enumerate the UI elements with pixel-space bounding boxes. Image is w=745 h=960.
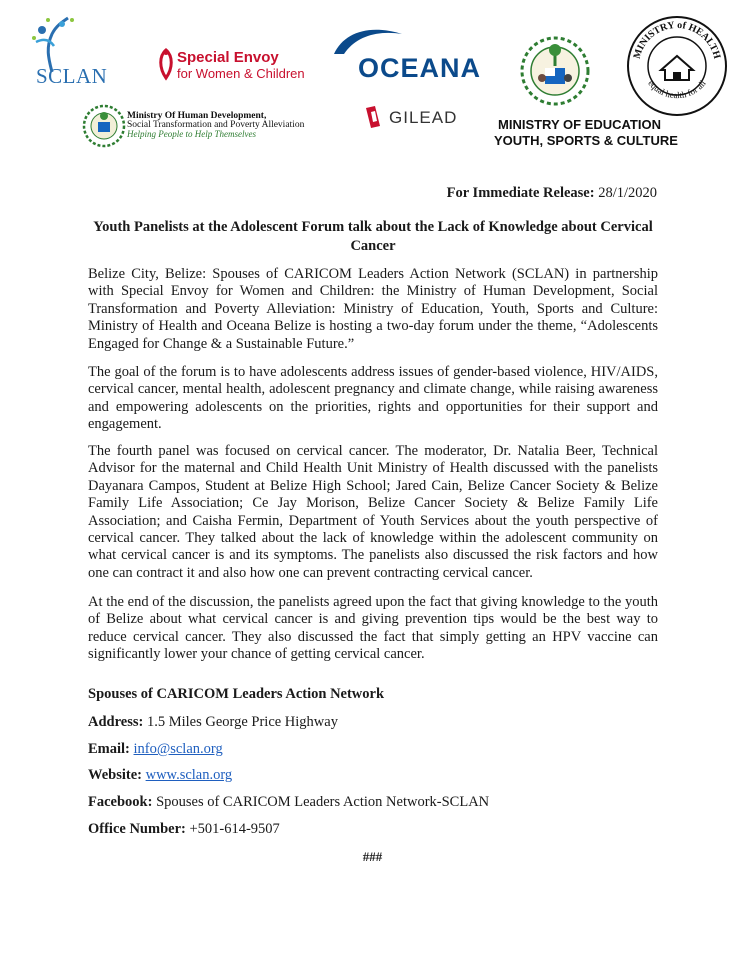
special-envoy-title: Special Envoy — [177, 49, 279, 66]
moe-title-line2: YOUTH, SPORTS & CULTURE — [494, 133, 678, 148]
gilead-logo-icon — [363, 104, 383, 130]
paragraph-panel: The fourth panel was focused on cervical cancer. The moderator, Dr. Natalia Beer, Technical Advisor for the maternal and Child Health Unit Ministry of Health discussed with the panelists Dayanara Campos, Student at Belize High School; Jared Cain, Belize Cancer Society & Belize Family Life Association; Ce Jay Morison, Belize Cancer Society & Belize Family Life Association; and Caisha Fermin, Department of Youth Services about the youth perspective of cervical cancer. They talked about the lack of knowledge within the adolescent community on what cervical cancer is and its symptoms. The panelists also discussed the risk factors and how one can contract it and also how one can prevent contracting cervical cancer. — [88, 443, 658, 581]
release-label: For Immediate Release: — [446, 185, 595, 201]
address-value: 1.5 Miles George Price Highway — [146, 714, 338, 730]
office-label: Office Number: — [88, 821, 186, 837]
svg-text:MINISTRY of HEALTH — [632, 20, 723, 60]
facebook-label: Facebook: — [88, 794, 153, 810]
svg-text:equal health for all — [646, 78, 708, 100]
release-line — [447, 185, 657, 202]
human-development-seal-icon — [82, 104, 126, 148]
contact-organization: Spouses of CARICOM Leaders Action Network — [88, 686, 385, 702]
contact-address — [88, 714, 338, 731]
contact-website — [88, 767, 232, 784]
end-mark: ### — [362, 849, 383, 864]
moe-title-line1: MINISTRY OF EDUCATION — [498, 117, 661, 132]
website-link[interactable]: www.sclan.org — [145, 767, 233, 783]
email-link[interactable]: info@sclan.org — [133, 741, 223, 757]
paragraph-intro: Belize City, Belize: Spouses of CARICOM Leaders Action Network (SCLAN) in partnership with Special Envoy for Women and Children: the Ministry of Human Development, Social Transformation and Poverty Alleviation: Ministry of Education, Youth, Sports and Culture: Ministry of Health and Oceana Belize is hosting a two-day forum under the theme, “Adolescents Engaged for Change & a Sustainable Future.” — [88, 266, 658, 352]
sclan-logo-text: SCLAN — [36, 64, 108, 88]
contact-office-number — [88, 821, 280, 838]
special-envoy-subtitle: for Women & Children — [177, 66, 305, 81]
human-development-title: Ministry Of Human Development, — [127, 111, 267, 121]
moh-ring-bottom-text: equal health for all — [646, 78, 708, 101]
belize-coat-of-arms-icon — [520, 36, 590, 106]
facebook-value: Spouses of CARICOM Leaders Action Network-SCLAN — [156, 794, 490, 810]
contact-facebook — [88, 794, 489, 811]
paragraph-conclusion: At the end of the discussion, the panelists agreed upon the fact that giving knowledge to the youth of Belize about what cervical cancer is and giving prevention tips would be the best way to reduce cervical cancer. They also discussed the fact that simply getting an HPV vaccine can significantly lower your chance of getting cervical cancer. — [88, 594, 658, 663]
address-label: Address: — [88, 714, 144, 730]
headline: Youth Panelists at the Adolescent Forum talk about the Lack of Knowledge about Cervical Cancer — [93, 219, 653, 254]
human-development-subtitle: Social Transformation and Poverty Alleviation — [127, 120, 305, 130]
logo-strip — [0, 0, 745, 160]
special-envoy-logo-icon — [155, 46, 177, 82]
paragraph-goal: The goal of the forum is to have adolescents address issues of gender-based violence, HIV/AIDS, cervical cancer, mental health, adolescent pregnancy and climate change, while raising awareness and empowering adolescents on the priorities, rights and opportunities for their support and engagement. — [88, 364, 658, 433]
gilead-logo-text: GILEAD — [389, 108, 458, 127]
release-date: 28/1/2020 — [598, 185, 657, 201]
website-label: Website: — [88, 767, 142, 783]
moh-ring-top-text: MINISTRY of HEALTH — [631, 19, 723, 61]
email-label: Email: — [88, 741, 130, 757]
oceana-logo-text: OCEANA — [358, 53, 482, 83]
contact-email — [88, 741, 223, 758]
ministry-of-health-seal-icon — [625, 14, 729, 118]
human-development-tagline: Helping People to Help Themselves — [127, 129, 256, 139]
office-value: +501-614-9507 — [189, 821, 280, 837]
